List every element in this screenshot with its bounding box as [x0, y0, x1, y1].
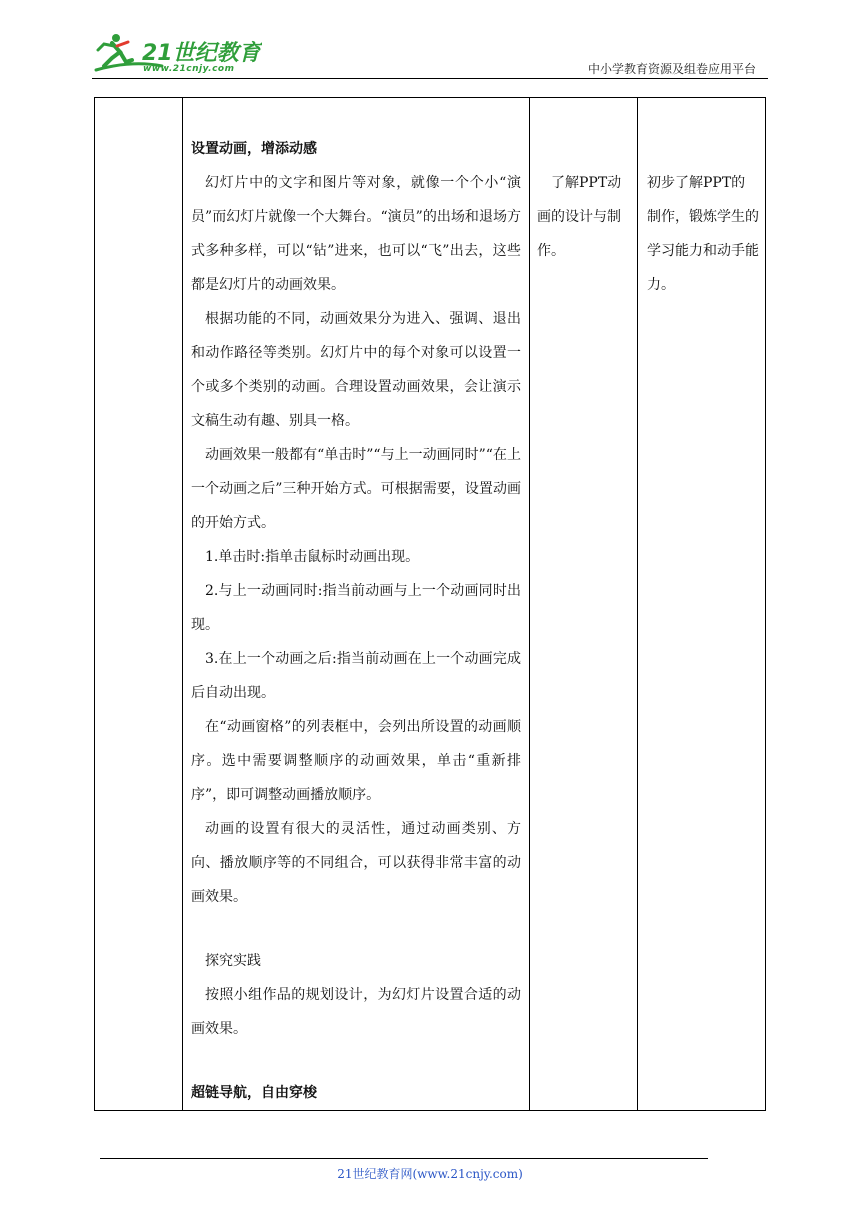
design-intent-text: 了解PPT动画的设计与制作。 [537, 175, 622, 259]
header-slogan: 中小学教育资源及组卷应用平台 [587, 62, 756, 76]
paragraph: 在“动画窗格”的列表框中，会列出所设置的动画顺序。选中需要调整顺序的动画效果，单击“重新排序”，即可调整动画播放顺序。 [191, 719, 521, 803]
practice-title: 探究实践 [205, 953, 261, 969]
header-divider [92, 78, 768, 79]
table-column-divider [637, 98, 638, 1110]
section-heading: 超链导航，自由穿梭 [191, 1085, 317, 1101]
list-item: 2.与上一动画同时:指当前动画与上一个动画同时出现。 [191, 583, 521, 633]
table-column-divider [182, 98, 183, 1110]
logo-text: 21世纪教育 [142, 41, 261, 66]
teaching-content-cell [184, 98, 529, 1110]
design-intent-cell [531, 98, 637, 1110]
objective-text: 初步了解PPT的制作，锻炼学生的学习能力和动手能力。 [647, 175, 759, 293]
paragraph: 根据功能的不同，动画效果分为进入、强调、退出和动作路径等类别。幻灯片中的每个对象可以设置一个或多个类别的动画。合理设置动画效果，会让演示文稿生动有趣、别具一格。 [191, 311, 521, 429]
list-item: 1.单击时:指单击鼠标时动画出现。 [205, 549, 420, 565]
footer-link[interactable]: 21世纪教育网(www.21cnjy.com) [337, 1167, 523, 1181]
objective-cell [639, 98, 765, 1110]
logo-url: www.21cnjy.com [143, 64, 235, 74]
paragraph: 幻灯片中的文字和图片等对象，就像一个个小“演员”而幻灯片就像一个大舞台。“演员”的出场和退场方式多种多样，可以“钻”进来，也可以“飞”出去，这些都是幻灯片的动画效果。 [191, 175, 521, 293]
paragraph: 动画效果一般都有“单击时”“与上一动画同时”“在上一个动画之后”三种开始方式。可根据需要，设置动画的开始方式。 [191, 447, 521, 531]
list-item: 3.在上一个动画之后:指当前动画在上一个动画完成后自动出现。 [191, 651, 521, 701]
table-column-divider [529, 98, 530, 1110]
practice-text: 按照小组作品的规划设计，为幻灯片设置合适的动画效果。 [191, 987, 521, 1037]
paragraph: 动画的设置有很大的灵活性，通过动画类别、方向、播放顺序等的不同组合，可以获得非常丰富的动画效果。 [191, 821, 521, 905]
lesson-table [94, 97, 766, 1111]
footer-divider [100, 1158, 708, 1159]
table-cell-empty [95, 98, 182, 1110]
section-heading: 设置动画，增添动感 [191, 141, 317, 157]
